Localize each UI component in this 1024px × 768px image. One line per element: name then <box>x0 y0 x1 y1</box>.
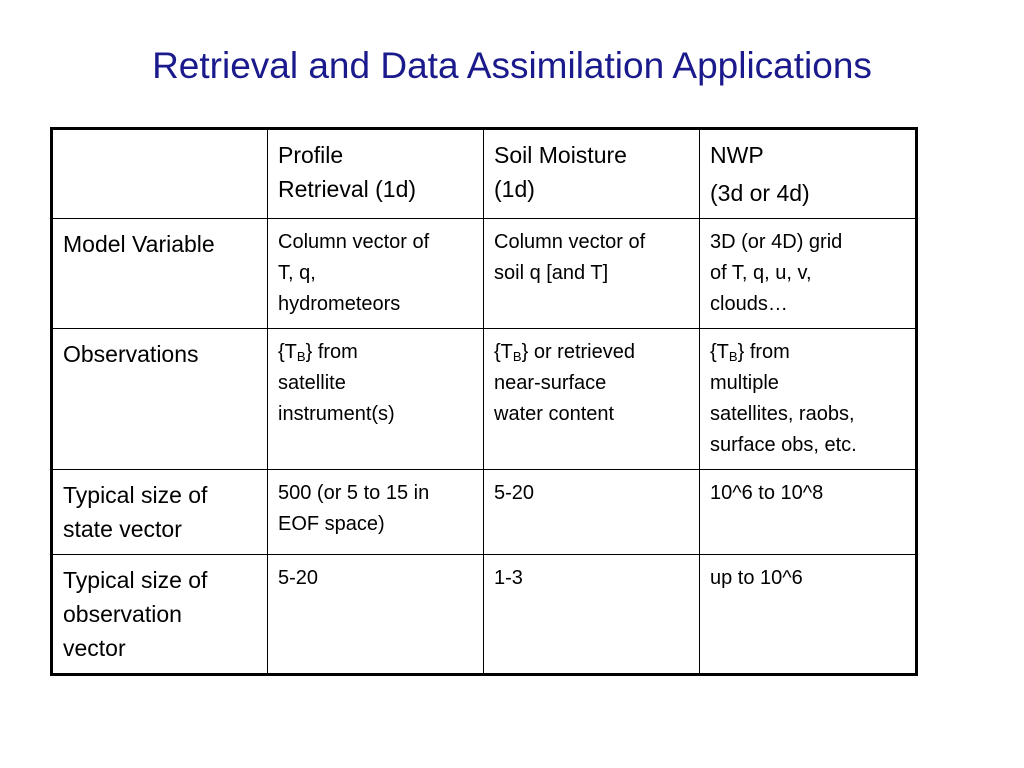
header-profile-retrieval <box>268 129 484 219</box>
cell-text-line: clouds… <box>710 293 788 315</box>
cell-text-line: water content <box>494 403 615 425</box>
cell-obsvec-soil: 1-3 <box>484 555 700 675</box>
cell-state-profile <box>268 470 484 555</box>
header-empty-cell <box>52 129 268 219</box>
cell-state-nwp: 10^6 to 10^8 <box>700 470 917 555</box>
cell-model-profile <box>268 219 484 329</box>
row-label-line: state vector <box>63 516 182 542</box>
cell-model-nwp <box>700 219 917 329</box>
cell-text-line: Column vector of <box>494 231 646 253</box>
cell-text-line: T, q, <box>278 262 316 284</box>
cell-text-line <box>278 337 473 368</box>
header-nwp-line1: NWP <box>710 142 764 168</box>
tb-open: {T <box>710 341 729 363</box>
cell-text-line <box>710 337 905 368</box>
row-label-line: Typical size of <box>63 567 208 593</box>
cell-text-line: of T, q, u, v, <box>710 262 812 284</box>
tb-after: } or retrieved <box>521 341 635 363</box>
cell-text-line: satellites, raobs, <box>710 403 855 425</box>
cell-text-line: 3D (or 4D) grid <box>710 231 843 253</box>
row-label-observations: Observations <box>52 329 268 470</box>
header-profile-line2: Retrieval (1d) <box>278 176 417 202</box>
cell-text-line: Column vector of <box>278 231 430 253</box>
row-label-line: observation <box>63 601 182 627</box>
cell-obs-profile <box>268 329 484 470</box>
cell-text-line: EOF space) <box>278 513 385 535</box>
row-label-model-variable: Model Variable <box>52 219 268 329</box>
cell-text-line: surface obs, etc. <box>710 434 857 456</box>
tb-open: {T <box>494 341 513 363</box>
tb-after: } from <box>305 341 358 363</box>
cell-model-soil <box>484 219 700 329</box>
cell-text-line: instrument(s) <box>278 403 395 425</box>
row-label-line: Typical size of <box>63 482 208 508</box>
header-soil-moisture <box>484 129 700 219</box>
tb-subscript: B <box>512 349 522 364</box>
cell-obsvec-profile: 5-20 <box>268 555 484 675</box>
cell-text-line: near-surface <box>494 372 607 394</box>
page-title: Retrieval and Data Assimilation Applications <box>152 45 872 86</box>
table-row <box>52 470 917 555</box>
cell-text-line: satellite <box>278 372 346 394</box>
tb-after: } from <box>737 341 790 363</box>
cell-obs-nwp <box>700 329 917 470</box>
tb-open: {T <box>278 341 297 363</box>
header-soil-line1: Soil Moisture <box>494 142 627 168</box>
header-row <box>52 129 917 219</box>
cell-obs-soil <box>484 329 700 470</box>
table-row <box>52 329 917 470</box>
header-soil-line2: (1d) <box>494 176 535 202</box>
tb-subscript: B <box>296 349 306 364</box>
header-nwp <box>700 129 917 219</box>
header-profile-line1: Profile <box>278 142 344 168</box>
cell-text-line: hydrometeors <box>278 293 401 315</box>
row-label-line: vector <box>63 635 126 661</box>
cell-text-line: 500 (or 5 to 15 in <box>278 482 430 504</box>
cell-text-line: soil q [and T] <box>494 262 609 284</box>
table-row <box>52 219 917 329</box>
table-row <box>52 555 917 675</box>
cell-text-line: multiple <box>710 372 779 394</box>
cell-state-soil: 5-20 <box>484 470 700 555</box>
applications-table <box>50 127 918 676</box>
tb-subscript: B <box>728 349 738 364</box>
cell-text-line <box>494 337 689 368</box>
row-label-state-vector <box>52 470 268 555</box>
header-nwp-line2: (3d or 4d) <box>710 180 810 206</box>
cell-obsvec-nwp: up to 10^6 <box>700 555 917 675</box>
row-label-observation-vector <box>52 555 268 675</box>
